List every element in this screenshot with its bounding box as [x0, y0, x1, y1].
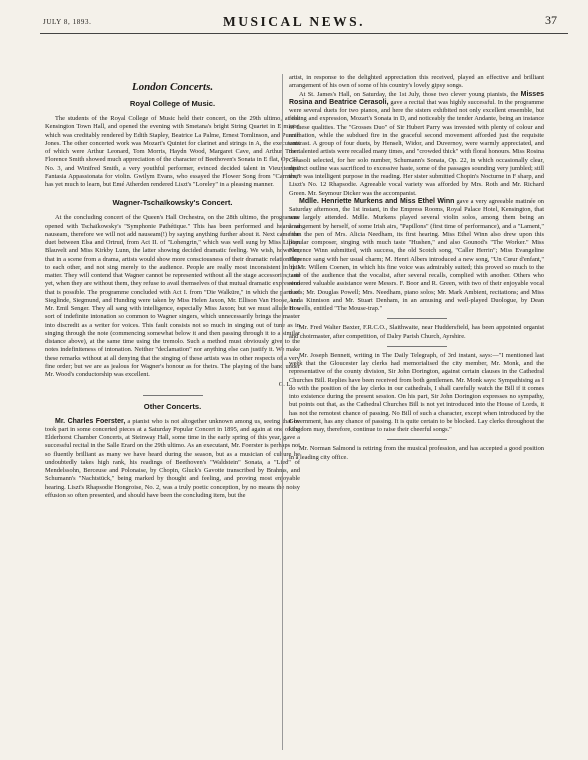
section-divider	[143, 395, 203, 396]
section-divider-right	[387, 318, 447, 319]
article-murkens-winn	[289, 198, 544, 314]
notice-baxter: Mr. Fred Walter Baxter, F.R.C.O., Slaithwaite, near Huddersfield, has been appointed organist and choirmaster, after competition, of Dalry Parish Church, Ayrshire.	[289, 324, 544, 340]
article-murkens-winn-text: gave a very agreeable matinée on Saturday afternoon, the 1st instant, in the Empress Rooms, Royal Palace Hotel, Kensington, that was largely attended. Mdlle. Murkens played several violin solos, among them being an arrangement by herself, of some Irish airs, "Papillons" (first time of performance), and a "Lament," from the pen of Mrs. Alicia Needham, its first hearing. Miss Ethel Winn also drew upon this popular composer, singing with much taste "Hushen," and also Gounod's "The Worker." Miss Florence Winn submitted, with success, the old Scotch song, "Caller Herrin"; Miss Evangeline Florence sang with her usual charm; M. Henri Albers introduced a new song, "Un Cœur d'enfant," by Mr. Willem Coenen, in which his fine voice was admirably suited; this proved so much to the taste of the audience that the vocalist, after several recalls, complied with another. Others who rendered valuable assistance were Messrs. F. Boor and R. Green, with two of their enjoyable vocal duets; Mr. Douglas Powell; Mrs. Needham, piano solos; Mr. Mark Ambient, recitations; and Miss Anna Kinnison and Mr. Stuart Denham, in an amusing and well-played Duologue, by Dean Howells, entitled "The Mouse-trap."	[289, 197, 545, 312]
article-foerster	[45, 418, 300, 501]
article-cerasoli	[289, 91, 544, 198]
masthead-title: MUSICAL NEWS.	[222, 14, 366, 29]
runin-cerasoli: Misses Rosina and Beatrice Cerasoli,	[289, 90, 544, 106]
subhead-royal-college: Royal College of Music.	[129, 99, 216, 108]
article-cerasoli-text: gave a recital that was highly successful. In the programme were several duets for two pianos, and here the sisters exhibited not only excellent ensemble, but feeling and expression, Mozart's Sonata in D, and noticeably the tender Andante, being an instance of these qualities. The "Grosses Duo" of Sir Hubert Parry was invested with plenty of colour and animation, while the subdued fire in the graceful second movement afforded just the requisite contrast. A group of four duets, by Henselt, Widor, and Duvernoy, were warmly appreciated, and the talented artists were recalled many times, and "crowded thick" with floral honours. Miss Rosina Cerasoli selected, for her solo number, Schumann's Sonata, Op. 22, in which occasionally clear, distinct outline was sacrificed to excessive haste, some of the passages sounding very jumbled; still there was intelligent purpose in the reading. Her sister submitted Chopin's Nocturne in F sharp, and Liszt's No. 12 Rhapsodie. Agreeable vocal variety was afforded by Mrs. Roth and Mr. Richard Green. Mr. Seymour Dicker was the accompanist.	[289, 98, 544, 197]
page-number: 37	[545, 13, 557, 27]
issue-date: JULY 8, 1893.	[43, 18, 92, 26]
notice-divider-2	[387, 439, 447, 440]
article-cerasoli-lead: At St. James's Hall, on Saturday, the 1st July, those two clever young pianists, the	[299, 90, 521, 98]
runin-foerster: Mr. Charles Foerster,	[55, 417, 126, 425]
left-column	[45, 42, 300, 500]
runin-murkens-winn: Mdlle. Henriette Murkens and Miss Ethel Winn	[299, 197, 455, 205]
notice-bennett: Mr. Joseph Bennett, writing in The Daily Telegraph, of 3rd instant, says:—"I mentioned last week that the Gloucester lay clerks had memorialised the city member, Mr. Monk, and the representative of the county division, Sir John Dorington, against certain clauses in the Cathedral Churches Bill. Replies have been received from both gentlemen. Mr. Monk says: Sympathising as I do with the position of the lay clerks in our cathedrals, I shall carefully watch the Bill if it comes into existence during the present session. On his part, Sir John Dorington expresses no sympathy, but points out that, as the Cathedral Churches Bill is not yet introduced into the House of Lords, it has not the remotest chance of passing. No Bill of such a character, except when introduced by the Government, has any chance of passing. It is quite certain to be blocked. Lay clerks throughout the kingdom may, therefore, continue to raise their cheerful songs."	[289, 351, 544, 433]
article-foerster-continued: artist, in response to the delighted appreciation this received, played an effective and brilliant arrangement of his own of some of his country's lovely gipsy songs.	[289, 74, 544, 90]
section-title-london-concerts: London Concerts.	[131, 81, 214, 93]
column-divider	[282, 74, 283, 750]
article-wagner-tschaikowsky: At the concluding concert of the Queen's Hall Orchestra, on the 28th ultimo, the programme opened with Tschaïkowsky's "Symphonie Pathétique." This has been performed and heard ad nauseam, therefore we will not add nauseam(!) by saying anything further about it. Next came the duet between Elsa and Ortrud, from Act II. of "Lohengrin," which was well sung by Miss Lillian Blauvelt and Miss Kirkby Lunn, the latter showing decided dramatic feeling. We wish, however, that in a scene from a drama, artists would show more consciousness of their dramatic relationship to each other, and not sing merely to the audience. People are really most inconsistent in this matter. They will contend that Wagner cannot be represented without all the stage accessories; and yet, when they are without them, they refuse to avail themselves of that mutual dramatic expression that is possible. The programme concluded with Act I. from "Die Walküre," in which the parts of Sieglinde, Siegmund, and Hunding were taken by Miss Helen Jaxon, Mr. Ellison Van Hoose, and Mr. Emil Senger. They all sang with intelligence, especially Miss Jaxon; but we must allude to a sort of indefinite intonation so common to Wagner singers, which unnecessarily brings the master into discredit as a writer for voices. This fault consists not so much in singing out of tune as in singing through the note (commencing somewhat below it and then passing through it to a similar distance above), at the same time using the tremolo. Such a method must obviously give to the notes indefiniteness of intonation. Neither "declamation" nor anything else can justify it. We make these remarks without at all denying that the singing of these artists was in other respects of a very fine order; but we are as jealous for Wagner's honour as for theirs. The playing of the band under Mr. Wood's conductorship was excellent.	[45, 214, 300, 378]
signature-initials: G. L.	[278, 381, 292, 389]
article-foerster-text: a pianist who is not altogether unknown among us, seeing that he took part in some concerted pieces at a Saturday Popular Concert in 1895, and again at one of the Elderhorst Chamber Concerts, at Steinway Hall, some time in the early spring of this year, gave a successful recital in the Salle Erard on the 29th ultimo. As an executant, Mr. Foerster is perhaps not so fluently brilliant as many we have heard during the season, but as a musician of culture he undoubtedly takes high rank, his readings of Beethoven's "Waldstein" Sonata, a "Lied" of Mendelssohn, Berceuse and Polonaise, by Chopin, Gluck's Gavotte transcribed by Brahms, and Schumann's "Nachtstück," being marked by thought and feeling, and proving most enjoyable hearing. Liszt's Rhapsodie Hongroise, No. 2, was a truly poetic conception, by no means the noisy effusion so often presented, and should have been the concluding item, but the	[45, 417, 300, 499]
header-rule	[40, 33, 568, 34]
subhead-other-concerts: Other Concerts.	[143, 401, 202, 411]
right-column	[289, 74, 544, 462]
article-royal-college: The students of the Royal College of Music held their concert, on the 29th ultimo, at the Kensington Town Hall, and opened the evening with Smetana's bright String Quartet in E minor, which was creditably rendered by Edith Stapley, Beatrice La Palme, Ernest Tomlinson, and Purcell Jones. The other concerted work was Mozart's Quintet for clarinet and strings in A, the executants of which were Arthur Leonard, Tom Morris, Haydn Wood, Margaret Cave, and Arthur Treer. Florence Smith showed much appreciation of the character of Beethoven's Sonata in E flat, Op. 31, No. 3, and Winifred Smith, a very youthful performer, evinced decided talent in Vieuxtemps' Fantasia Appassionata for violin. Gwilym Evans, who essayed the Flower Song from "Carmen," has yet much to learn, but Emé Atherden rendered Liszt's "Loreley" in a pleasing manner.	[45, 115, 300, 188]
notice-divider-1	[387, 346, 447, 347]
notice-salmond: Mr. Norman Salmond is retiring from the musical profession, and has accepted a good position in a leading city office.	[289, 445, 544, 461]
subhead-wagner-tschaikowsky: Wagner-Tschaïkowsky's Concert.	[112, 198, 233, 208]
